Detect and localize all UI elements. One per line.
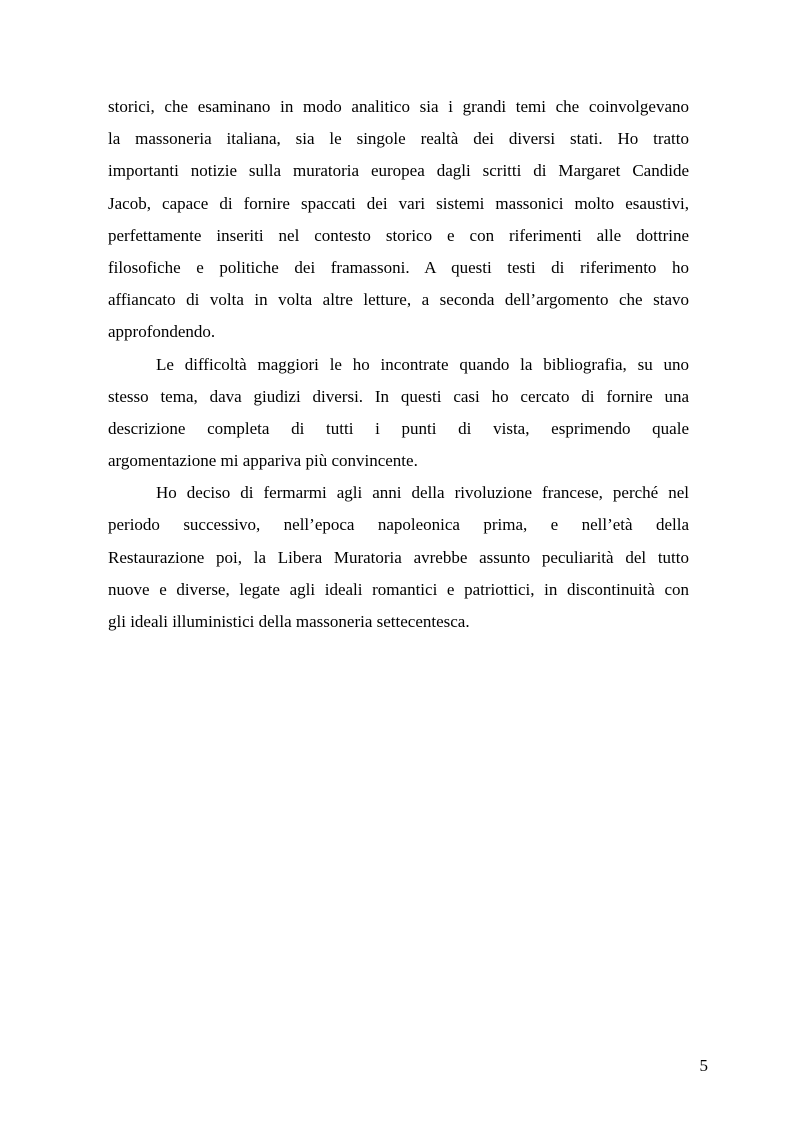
text-line: gli ideali illuministici della massoneria settecentesca. xyxy=(108,612,470,631)
text-line: filosofiche e politiche dei framassoni. A questi testi di riferimento ho xyxy=(108,257,689,277)
text-line: stesso tema, dava giudizi diversi. In questi casi ho cercato di fornire una xyxy=(108,386,689,406)
text-line: nuove e diverse, legate agli ideali romantici e patriottici, in discontinuità con xyxy=(108,579,689,599)
text-line: affiancato di volta in volta altre letture, a seconda dell’argomento che stavo xyxy=(108,290,689,310)
paragraph-1 xyxy=(108,91,689,349)
text-line: Restaurazione poi, la Libera Muratoria avrebbe assunto peculiarità del tutto xyxy=(108,547,689,567)
text-line: periodo successivo, nell’epoca napoleonica prima, e nell’età della xyxy=(108,515,689,535)
text-line: Le difficoltà maggiori le ho incontrate quando la bibliografia, su uno xyxy=(156,354,689,374)
text-line: argomentazione mi appariva più convincente. xyxy=(108,451,418,471)
text-line: descrizione completa di tutti i punti di vista, esprimendo quale xyxy=(108,418,689,438)
paragraph-3 xyxy=(108,477,689,638)
paragraph-2 xyxy=(108,349,689,478)
text-line: importanti notizie sulla muratoria europea dagli scritti di Margaret Candide xyxy=(108,161,689,181)
text-line: Jacob, capace di fornire spaccati dei vari sistemi massonici molto esaustivi, xyxy=(108,193,689,213)
text-line: approfondendo. xyxy=(108,322,216,342)
text-line: Ho deciso di fermarmi agli anni della rivoluzione francese, perché nel xyxy=(156,483,689,503)
text-line: la massoneria italiana, sia le singole realtà dei diversi stati. Ho tratto xyxy=(108,129,689,149)
page-number: 5 xyxy=(699,1056,708,1075)
body-text xyxy=(108,91,689,638)
text-line: perfettamente inseriti nel contesto storico e con riferimenti alle dottrine xyxy=(108,225,689,245)
text-line: storici, che esaminano in modo analitico sia i grandi temi che coinvolgevano xyxy=(108,97,689,116)
